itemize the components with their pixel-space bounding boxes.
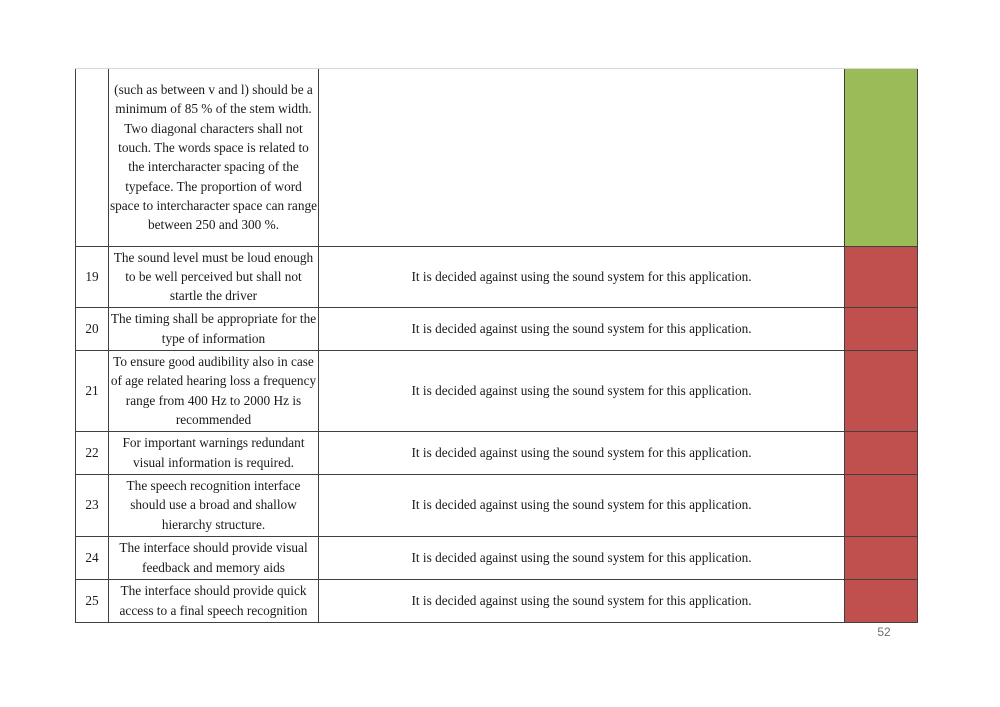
row-number: 22 <box>76 431 109 474</box>
requirement-text: The timing shall be appropriate for the type of information <box>109 307 319 350</box>
row-number: 21 <box>76 350 109 431</box>
status-indicator <box>845 350 918 431</box>
row-number: 25 <box>76 579 109 622</box>
row-number: 23 <box>76 474 109 536</box>
row-number: 20 <box>76 307 109 350</box>
table-row <box>76 431 918 474</box>
requirement-text: The interface should provide quick access to a final speech recognition <box>109 579 319 622</box>
page-number: 52 <box>877 625 891 639</box>
row-number: 24 <box>76 536 109 579</box>
status-indicator <box>845 431 918 474</box>
requirements-table <box>75 69 918 623</box>
requirement-text: The sound level must be loud enough to be well perceived but shall not startle the driver <box>109 246 319 307</box>
table-row <box>76 350 918 431</box>
comment-text: It is decided against using the sound system for this application. <box>319 350 845 431</box>
requirement-text: The interface should provide visual feedback and memory aids <box>109 536 319 579</box>
comment-text: It is decided against using the sound system for this application. <box>319 579 845 622</box>
row-number: 19 <box>76 246 109 307</box>
table-row <box>76 536 918 579</box>
comment-text: It is decided against using the sound system for this application. <box>319 246 845 307</box>
row-number <box>76 69 109 246</box>
status-indicator <box>845 69 918 246</box>
status-indicator <box>845 246 918 307</box>
status-indicator <box>845 474 918 536</box>
status-indicator <box>845 307 918 350</box>
comment-text <box>319 69 845 246</box>
table-row <box>76 307 918 350</box>
requirement-text: For important warnings redundant visual information is required. <box>109 431 319 474</box>
table-row <box>76 246 918 307</box>
status-indicator <box>845 536 918 579</box>
comment-text: It is decided against using the sound system for this application. <box>319 307 845 350</box>
comment-text: It is decided against using the sound system for this application. <box>319 536 845 579</box>
requirement-text: The speech recognition interface should use a broad and shallow hierarchy structure. <box>109 474 319 536</box>
table-row <box>76 474 918 536</box>
table-row <box>76 579 918 622</box>
requirement-text: To ensure good audibility also in case of age related hearing loss a frequency range from 400 Hz to 2000 Hz is recommended <box>109 350 319 431</box>
comment-text: It is decided against using the sound system for this application. <box>319 431 845 474</box>
table-row <box>76 69 918 246</box>
requirement-text: (such as between v and l) should be a minimum of 85 % of the stem width. Two diagonal characters shall not touch. The words space is related to the intercharacter spacing of the typeface. The proportion of word space to intercharacter space can range between 250 and 300 %. <box>109 69 319 246</box>
comment-text: It is decided against using the sound system for this application. <box>319 474 845 536</box>
status-indicator <box>845 579 918 622</box>
